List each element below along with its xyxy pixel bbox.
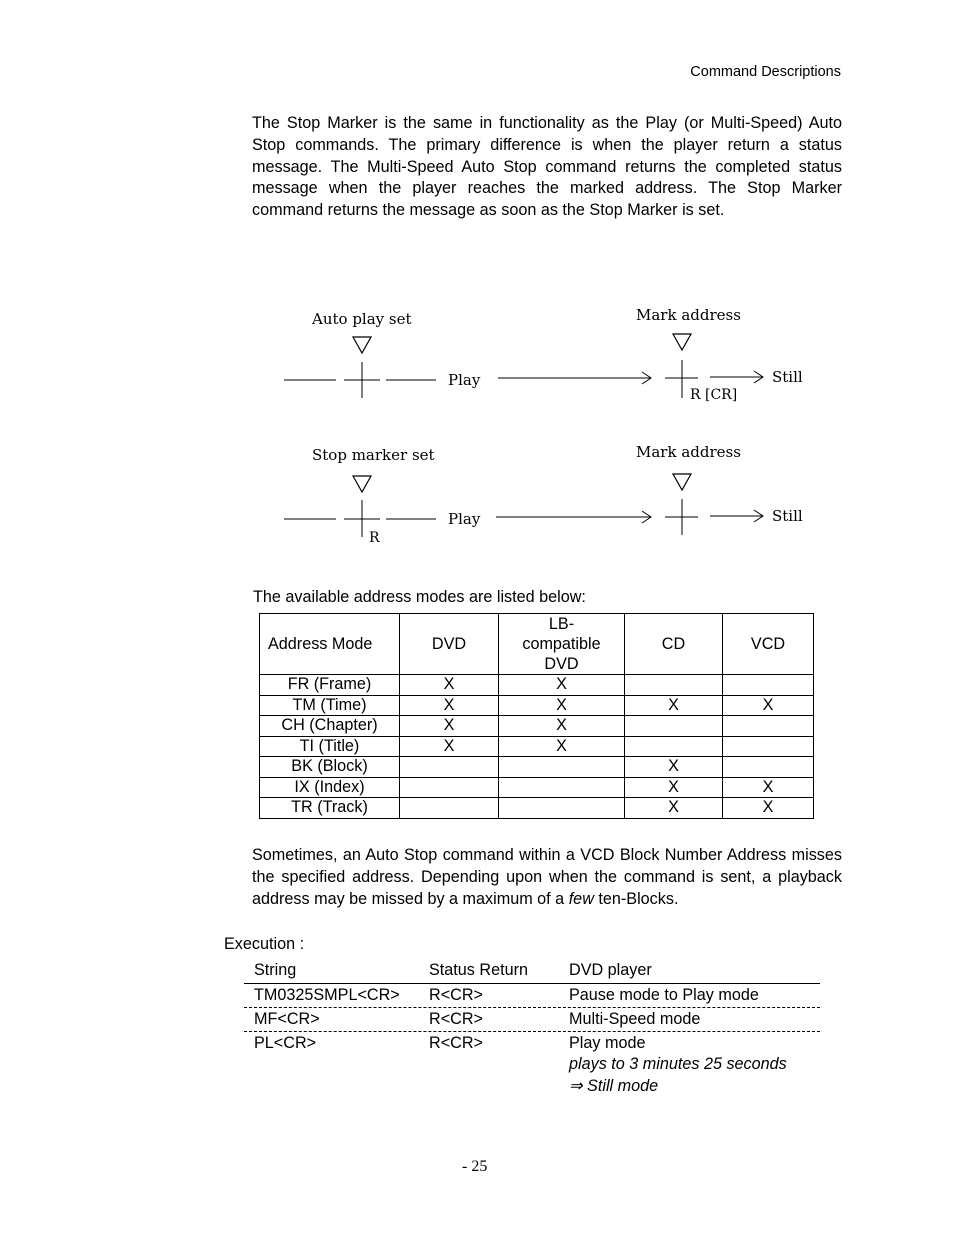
execution-table	[244, 959, 820, 1098]
header-lb-line: LB-	[548, 615, 575, 633]
execution-string: MF<CR>	[254, 1010, 320, 1028]
table-header-row	[260, 614, 814, 675]
bottom-mark-label: Mark address	[636, 443, 741, 461]
note-emphasis: few	[568, 889, 594, 908]
header-cell: VCD	[723, 614, 814, 675]
table-row	[260, 695, 814, 716]
mode-support-cell: X	[400, 695, 499, 716]
table-row	[260, 777, 814, 798]
header-cell: DVD	[400, 614, 499, 675]
top-response-label: R [CR]	[690, 387, 738, 403]
note-text: Sometimes, an Auto Stop command within a VCD Block Number Address misses the specified address. Depending upon when the command is sent, a playback address may be missed by a maximum of a	[252, 846, 842, 908]
mode-support-cell: X	[499, 736, 625, 757]
execution-header-row	[244, 959, 820, 984]
top-still-label: Still	[772, 368, 803, 386]
execution-status: R<CR>	[429, 1034, 483, 1052]
mode-support-cell	[499, 798, 625, 819]
mode-support-cell: X	[400, 675, 499, 696]
intro-paragraph: The Stop Marker is the same in functionality as the Play (or Multi-Speed) Auto Stop commands. The primary difference is when the player return a status message. The Multi-Speed Auto Stop command returns the completed status message when the player reaches the marked address. The Stop Marker command returns the message as soon as the Stop Marker is set.	[252, 114, 842, 220]
execution-row	[244, 1032, 820, 1098]
execution-player: Play mode	[569, 1034, 646, 1052]
bottom-still-label: Still	[772, 507, 803, 525]
mode-support-cell	[400, 777, 499, 798]
mode-name-cell: TM (Time)	[260, 695, 400, 716]
bottom-response-label: R	[369, 530, 380, 546]
top-play-label: Play	[448, 371, 481, 389]
page-number: - 25	[462, 1158, 488, 1175]
top-mark-label: Mark address	[636, 306, 741, 324]
header-cell: CD	[625, 614, 723, 675]
execution-header: Status Return	[429, 961, 528, 979]
running-header: Command Descriptions	[690, 64, 841, 80]
mode-support-cell	[625, 736, 723, 757]
table-row	[260, 716, 814, 737]
mode-support-cell	[400, 798, 499, 819]
mode-support-cell: X	[723, 695, 814, 716]
mode-name-cell: CH (Chapter)	[260, 716, 400, 737]
mode-name-cell: TR (Track)	[260, 798, 400, 819]
execution-player: Multi-Speed mode	[569, 1010, 701, 1028]
bottom-set-label: Stop marker set	[312, 446, 435, 464]
mode-support-cell: X	[499, 675, 625, 696]
table-row	[260, 675, 814, 696]
execution-label: Execution :	[224, 935, 305, 953]
mode-support-cell: X	[499, 716, 625, 737]
execution-header: String	[254, 961, 297, 979]
mode-support-cell	[499, 777, 625, 798]
note-text-end: ten-Blocks.	[593, 889, 679, 908]
top-set-triangle-icon	[353, 337, 371, 353]
table-row	[260, 757, 814, 778]
mode-support-cell: X	[625, 798, 723, 819]
mode-support-cell	[723, 675, 814, 696]
header-cell	[499, 614, 625, 675]
mode-support-cell: X	[400, 736, 499, 757]
mode-support-cell: X	[400, 716, 499, 737]
mode-support-cell: X	[723, 777, 814, 798]
mode-support-cell	[400, 757, 499, 778]
mode-support-cell	[723, 757, 814, 778]
stop-marker-diagram	[270, 300, 830, 560]
mode-support-cell	[625, 716, 723, 737]
mode-support-cell	[499, 757, 625, 778]
mode-name-cell: BK (Block)	[260, 757, 400, 778]
note-paragraph	[252, 845, 842, 910]
execution-detail: plays to 3 minutes 25 seconds	[569, 1055, 787, 1073]
mode-support-cell: X	[625, 777, 723, 798]
execution-string: PL<CR>	[254, 1034, 317, 1052]
mode-support-cell	[625, 675, 723, 696]
mode-name-cell: TI (Title)	[260, 736, 400, 757]
execution-status: R<CR>	[429, 1010, 483, 1028]
execution-player: Pause mode to Play mode	[569, 986, 759, 1004]
table-intro: The available address modes are listed below:	[253, 588, 586, 606]
mode-name-cell: IX (Index)	[260, 777, 400, 798]
mode-name-cell: FR (Frame)	[260, 675, 400, 696]
bottom-play-label: Play	[448, 510, 481, 528]
address-modes-table	[259, 613, 814, 819]
mode-support-cell	[723, 716, 814, 737]
mode-support-cell: X	[625, 695, 723, 716]
mode-support-cell: X	[499, 695, 625, 716]
mode-support-cell: X	[723, 798, 814, 819]
top-mark-triangle-icon	[673, 334, 691, 350]
execution-detail: ⇒ Still mode	[569, 1077, 659, 1095]
mode-support-cell	[723, 736, 814, 757]
execution-row	[244, 984, 820, 1008]
bottom-set-triangle-icon	[353, 476, 371, 492]
header-cell: Address Mode	[260, 614, 400, 675]
header-lb-line: DVD	[544, 655, 579, 673]
table-row	[260, 798, 814, 819]
execution-header: DVD player	[569, 961, 652, 979]
header-lb-line: compatible	[522, 635, 601, 653]
top-set-label: Auto play set	[312, 310, 412, 328]
execution-status: R<CR>	[429, 986, 483, 1004]
execution-string: TM0325SMPL<CR>	[254, 986, 400, 1004]
execution-row	[244, 1008, 820, 1032]
mode-support-cell: X	[625, 757, 723, 778]
table-row	[260, 736, 814, 757]
bottom-mark-triangle-icon	[673, 474, 691, 490]
